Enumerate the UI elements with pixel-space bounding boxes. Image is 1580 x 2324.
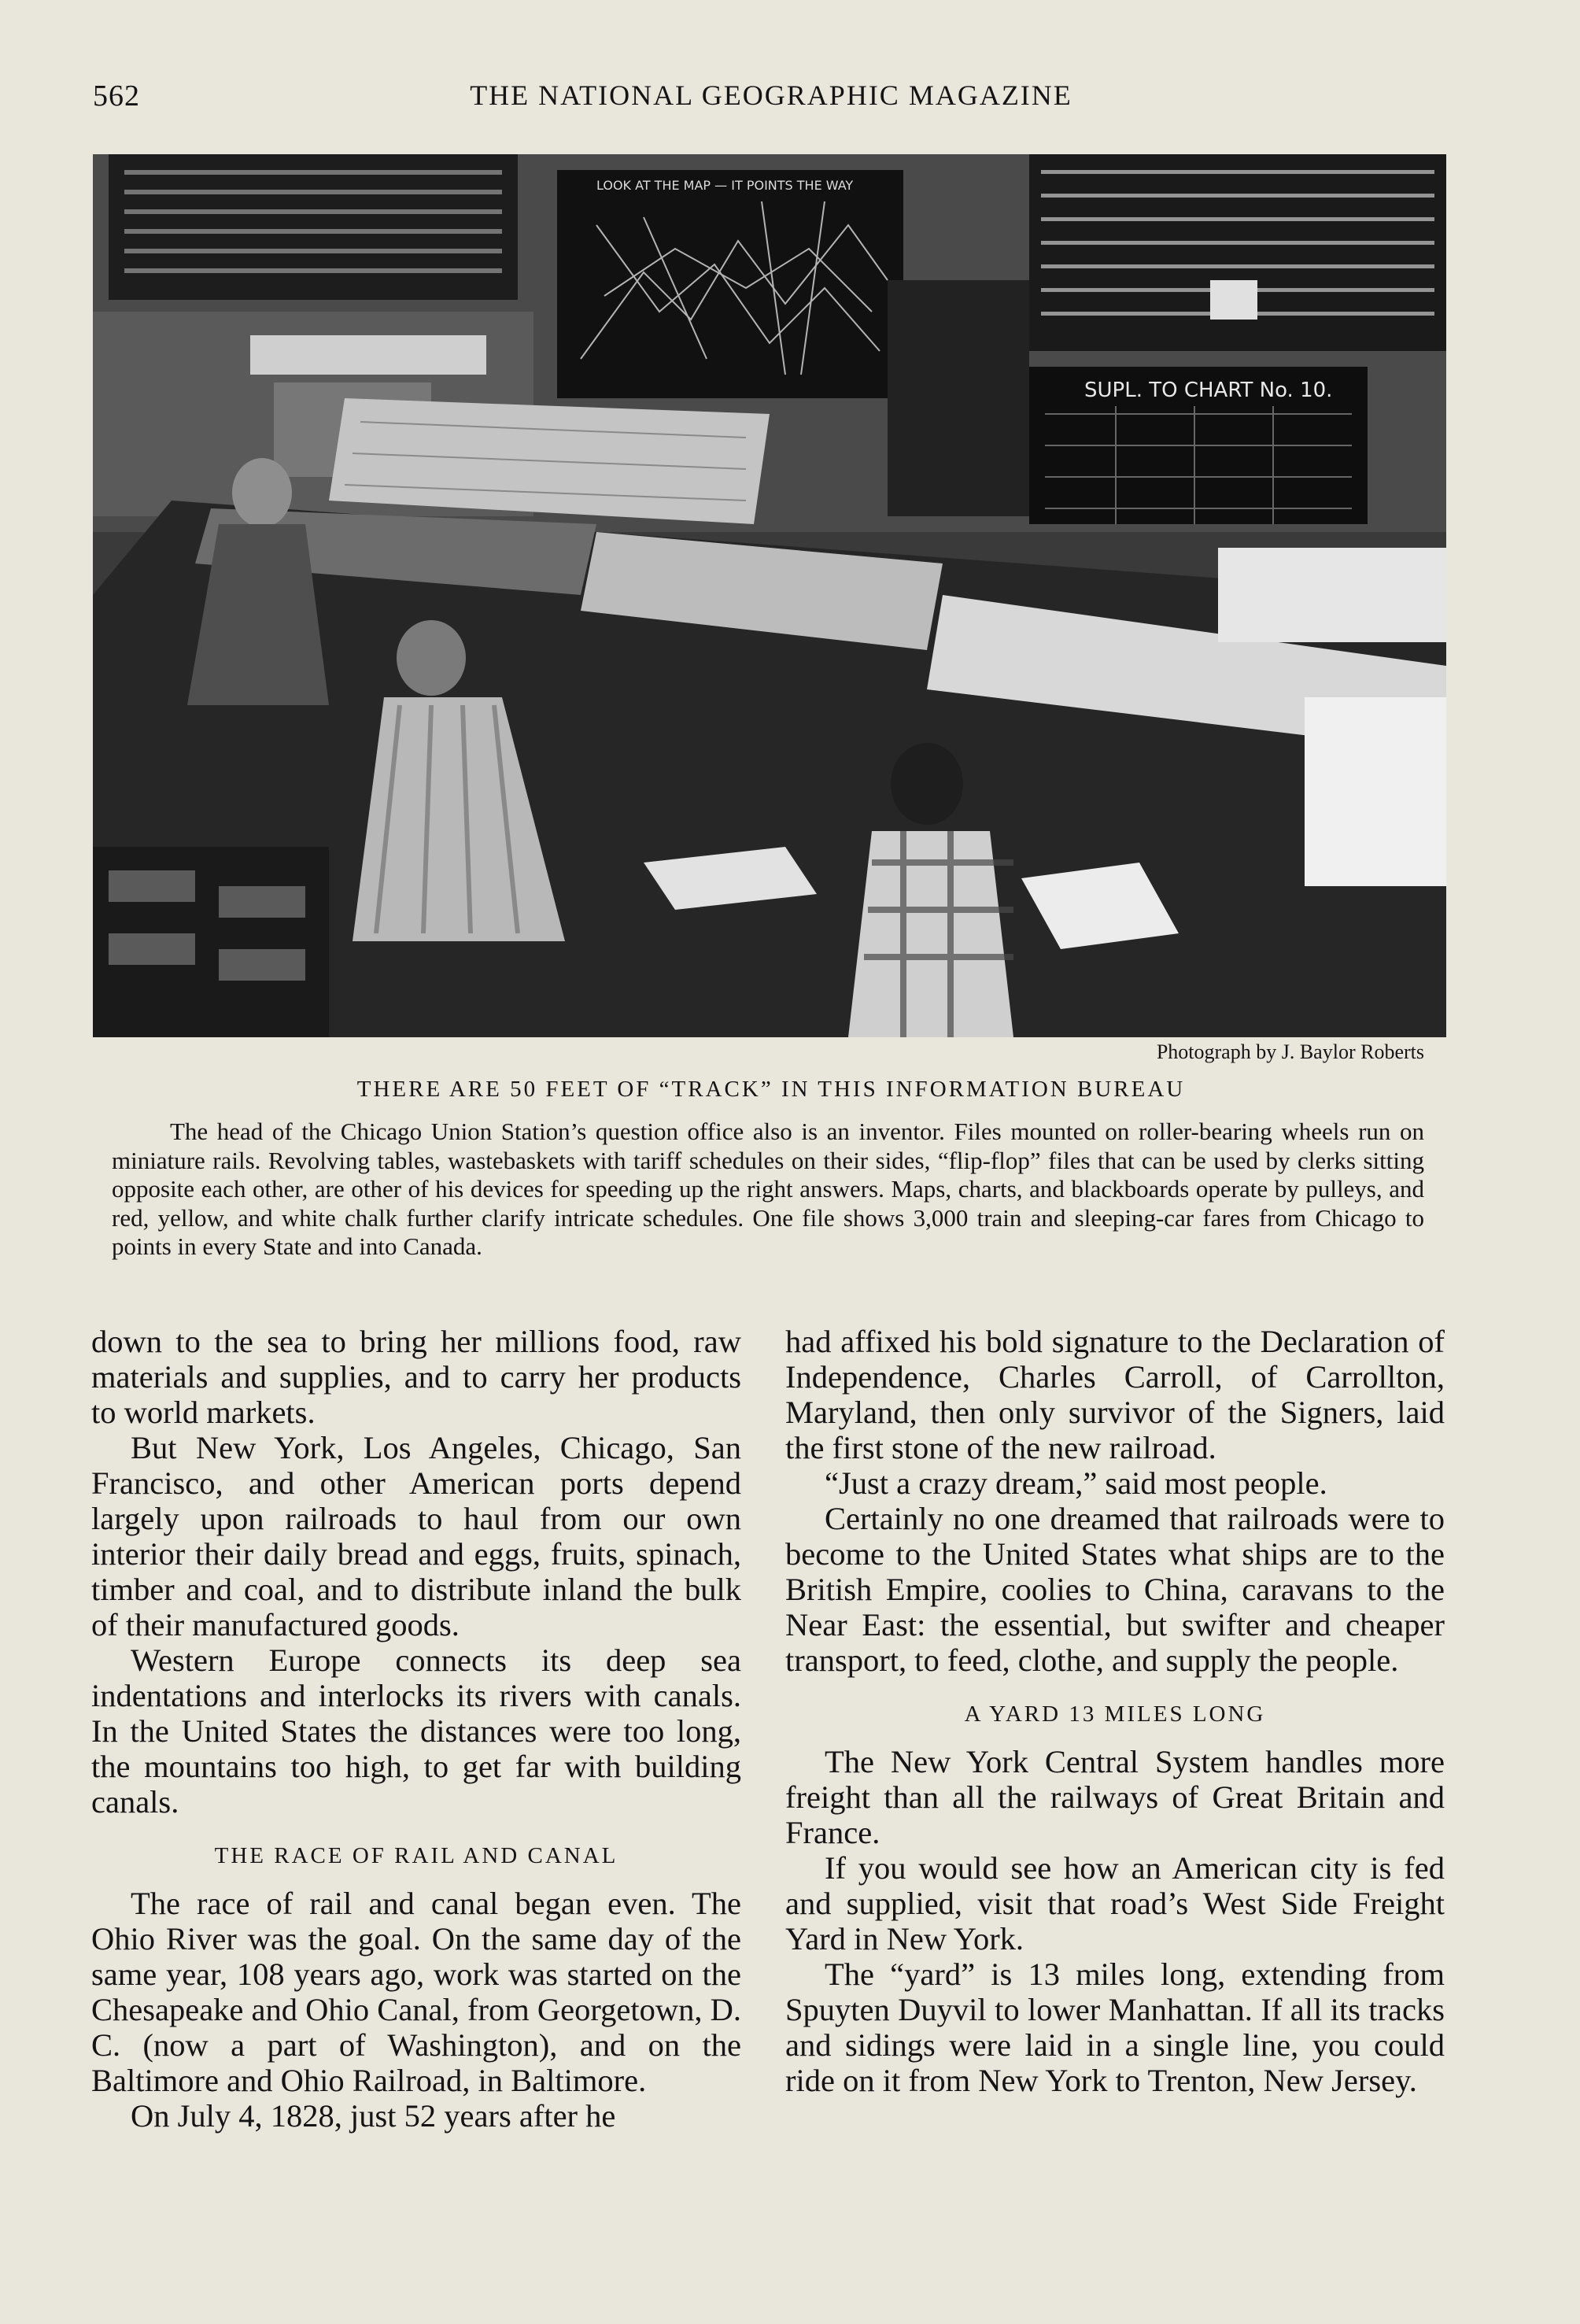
paragraph: But New York, Los Angeles, Chicago, San Francisco, and other American ports depend largely upon railroads to haul from our own interior their daily bread and eggs, fruits, spinach, timber and coal, and to distribute inland the bulk of their manufactured goods. <box>91 1430 741 1642</box>
chart-label-text: SUPL. TO CHART No. 10. <box>1084 379 1333 402</box>
caption-title: THERE ARE 50 FEET OF “TRACK” IN THIS INFORMATION BUREAU <box>356 1077 1186 1102</box>
caption-body: The head of the Chicago Union Station’s question office also is an inventor. Files mounted on roller-bearing wheels run on miniature rails. Revolving tables, wastebaskets with tariff schedules on their sides, “flip-flop” files that can be used by clerks sitting opposite each other, are other of his devices for speeding up the right answers. Maps, charts, and blackboards operate by pulleys, and red, yellow, and white chalk further clarify intricate schedules. One file shows 3,000 train and sleeping-car fares from Chicago to points in every State and into Canada. <box>112 1118 1424 1260</box>
photo-credit: Photograph by J. Baylor Roberts <box>1156 1040 1424 1063</box>
page-number: 562 <box>93 79 140 113</box>
paragraph: Western Europe connects its deep sea indentations and interlocks its rivers with canals. In the United States the distances were too long, the mountains too high, to get far with building canals. <box>91 1642 741 1820</box>
section-heading: A YARD 13 MILES LONG <box>964 1701 1266 1727</box>
section-heading: THE RACE OF RAIL AND CANAL <box>214 1843 618 1868</box>
paragraph: The New York Central System handles more freight than all the railways of Great Britain and France. <box>785 1744 1445 1850</box>
running-head: THE NATIONAL GEOGRAPHIC MAGAZINE <box>470 79 1072 111</box>
page-header <box>93 79 1449 126</box>
photograph <box>93 154 1446 1037</box>
paragraph: The race of rail and canal began even. The Ohio River was the goal. On the same day of the same year, 108 years ago, work was started on the Chesapeake and Ohio Canal, from Georgetown, D. C. (now a part of Washington), and on the Baltimore and Ohio Railroad, in Baltimore. <box>91 1886 741 2098</box>
paragraph: The “yard” is 13 miles long, extending from Spuyten Duyvil to lower Manhattan. If all its tracks and sidings were laid in a single line, you could ride on it from New York to Trenton, New Jersey. <box>785 1956 1445 2098</box>
paragraph: On July 4, 1828, just 52 years after he <box>131 2098 616 2134</box>
paragraph: Certainly no one dreamed that railroads were to become to the United States what ships are to the British Empire, coolies to China, caravans to the Near East: the essential, but swifter and cheaper transport, to feed, clothe, and supply the people. <box>785 1501 1445 1678</box>
left-column <box>91 1324 741 2134</box>
right-column <box>785 1324 1445 2098</box>
paragraph: If you would see how an American city is fed and supplied, visit that road’s West Side Freight Yard in New York. <box>785 1850 1445 1956</box>
paragraph: down to the sea to bring her millions food, raw materials and supplies, and to carry her products to world markets. <box>91 1324 741 1430</box>
paragraph: had affixed his bold signature to the Declaration of Independence, Charles Carroll, of Carrollton, Maryland, then only survivor of the Signers, laid the first stone of the new railroad. <box>785 1324 1445 1465</box>
map-banner-text: LOOK AT THE MAP — IT POINTS THE WAY <box>596 178 854 193</box>
photo-illustration <box>93 154 1446 1037</box>
paragraph: “Just a crazy dream,” said most people. <box>825 1465 1327 1501</box>
